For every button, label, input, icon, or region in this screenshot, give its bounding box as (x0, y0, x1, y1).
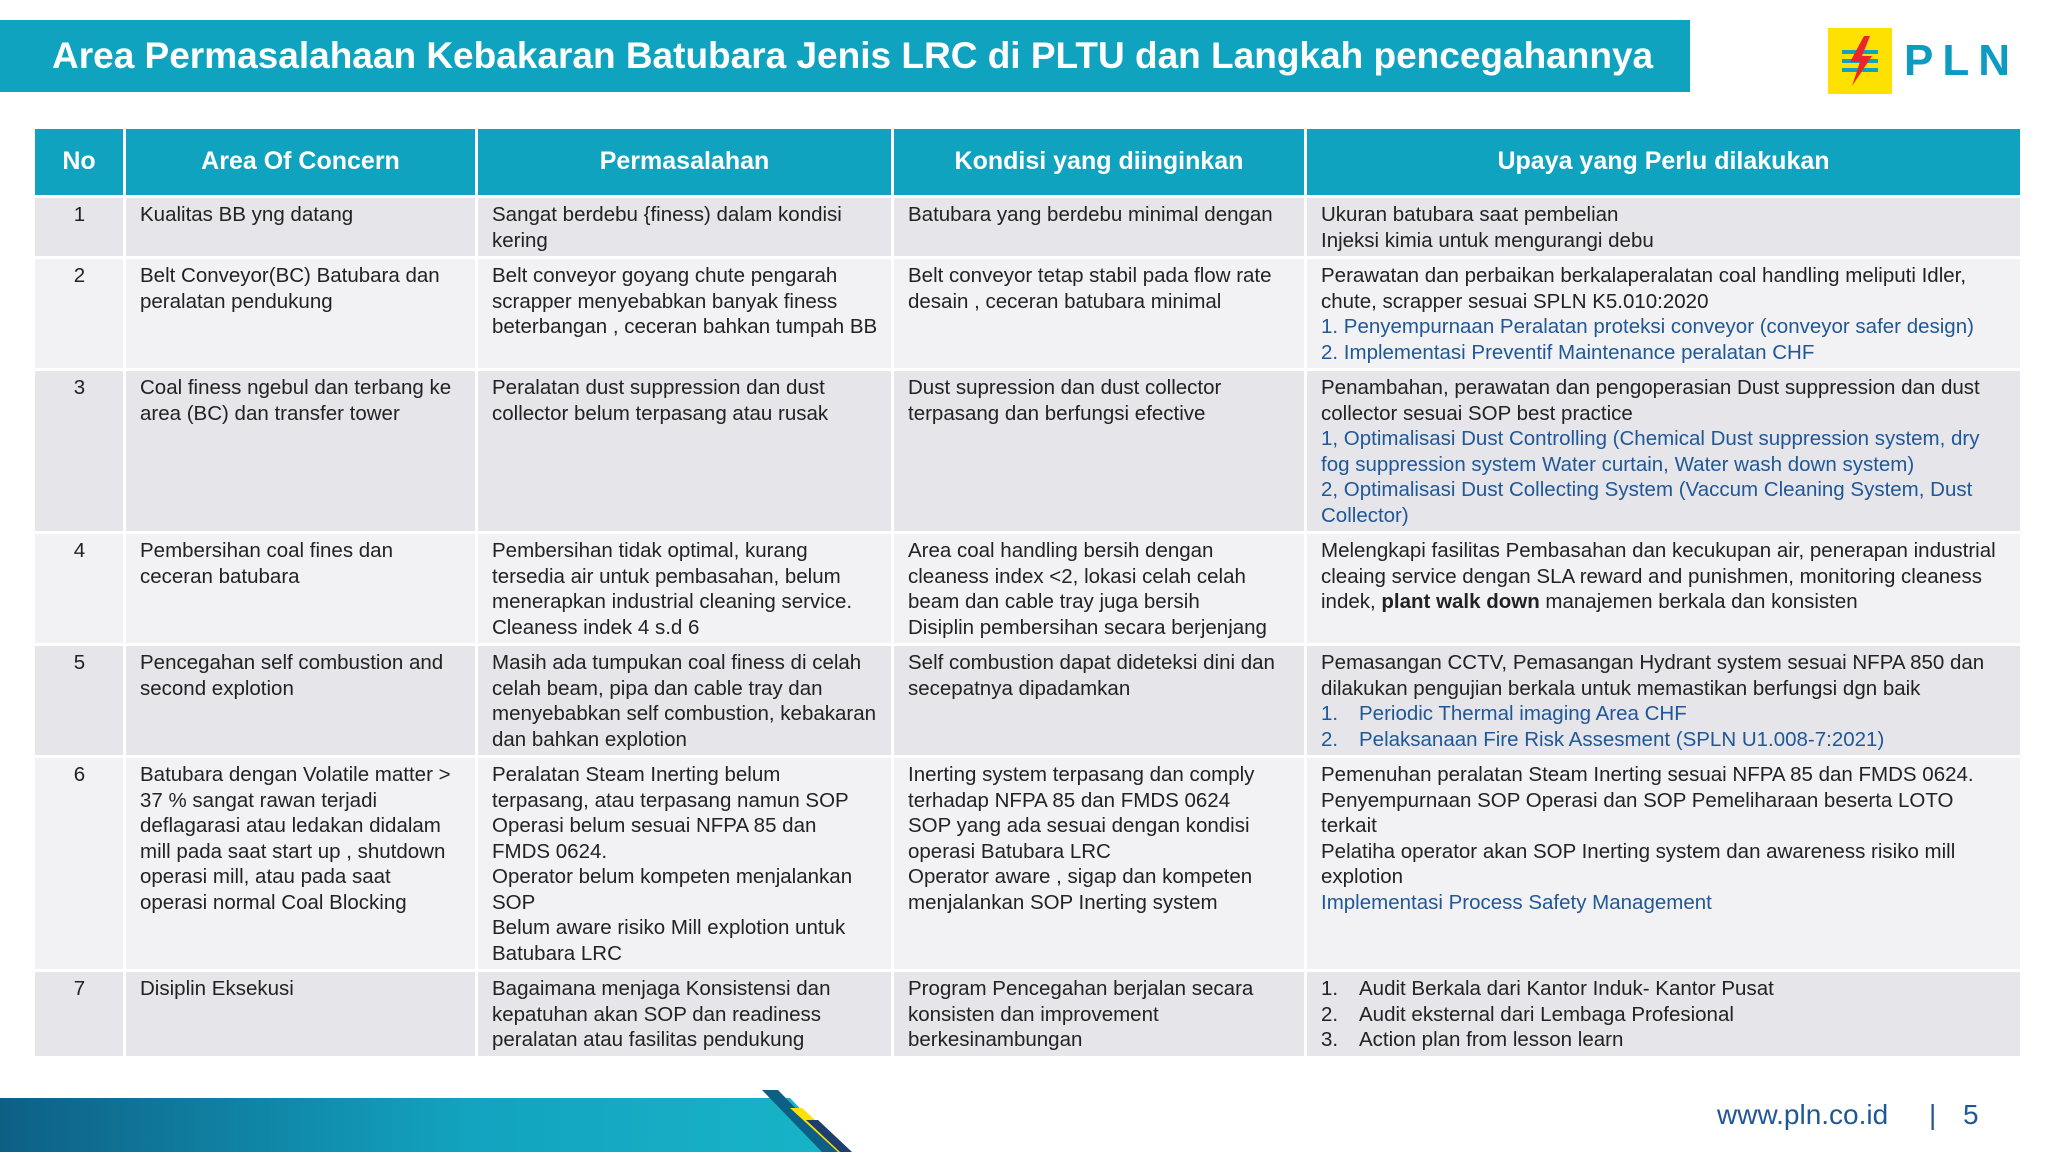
cell-no: 6 (35, 758, 123, 972)
page-number: 5 (1963, 1099, 1979, 1130)
item-text: Audit eksternal dari Lembaga Profesional (1359, 1002, 1734, 1026)
cell-no: 2 (35, 259, 123, 371)
table-row (35, 534, 2020, 646)
cell-no: 3 (35, 371, 123, 534)
cell-upaya (1307, 198, 2020, 259)
cell-kondisi (894, 534, 1304, 646)
text-line: Program Pencegahan berjalan secara konsisten dan improvement berkesinambungan (908, 977, 1254, 1051)
cell-permasalahan (478, 371, 891, 534)
cell-no: 7 (35, 972, 123, 1059)
text-line: Injeksi kimia untuk mengurangi debu (1321, 228, 1654, 252)
text-line: SOP yang ada sesuai dengan kondisi operasi Batubara LRC (908, 814, 1250, 863)
text-line: Disiplin pembersihan secara berjenjang (908, 615, 1267, 639)
cell-permasalahan (478, 758, 891, 972)
cell-area: Belt Conveyor(BC) Batubara dan peralatan pendukung (126, 259, 475, 371)
cell-area: Disiplin Eksekusi (126, 972, 475, 1059)
numbered-item (1321, 976, 2007, 1002)
table-row (35, 259, 2020, 371)
text-segment: manajemen berkala dan konsisten (1539, 590, 1858, 613)
text-line: Penambahan, perawatan dan pengoperasian Dust suppression dan dust collector sesuai SOP best practice (1321, 376, 1980, 425)
cell-no: 4 (35, 534, 123, 646)
highlight-line: 2. Implementasi Preventif Maintenance peralatan CHF (1321, 340, 1815, 364)
footer-decoration (0, 1090, 870, 1152)
text-line: Sangat berdebu {finess) dalam kondisi kering (492, 203, 842, 252)
cell-upaya (1307, 371, 2020, 534)
concern-table (32, 129, 2023, 1059)
cell-kondisi (894, 646, 1304, 758)
text-line: Penyempurnaan SOP Operasi dan SOP Pemeliharaan beserta LOTO terkait (1321, 788, 1954, 837)
cell-permasalahan (478, 972, 891, 1059)
item-text: Periodic Thermal imaging Area CHF (1359, 702, 1687, 725)
table-row (35, 972, 2020, 1059)
cell-kondisi (894, 972, 1304, 1059)
item-text: Audit Berkala dari Kantor Induk- Kantor Pusat (1359, 977, 1774, 1000)
pln-logo (1828, 28, 2019, 94)
cell-area: Batubara dengan Volatile matter > 37 % sangat rawan terjadi deflagarasi atau ledakan didalam mill pada saat start up , shutdown operasi mill, atau pada saat operasi normal Coal Blocking (126, 758, 475, 972)
text-line: Area coal handling bersih dengan cleaness index <2, lokasi celah celah beam dan cable tray juga bersih (908, 539, 1246, 613)
table-row (35, 646, 2020, 758)
cell-area: Kualitas BB yng datang (126, 198, 475, 259)
text-line: Cleaness indek 4 s.d 6 (492, 615, 700, 639)
item-number: 1. (1321, 702, 1339, 725)
footer-separator: | (1929, 1099, 1937, 1130)
cell-upaya (1307, 259, 2020, 371)
item-number: 3. (1321, 1028, 1339, 1051)
pln-logo-text: PLN (1904, 36, 2019, 85)
cell-area: Pencegahan self combustion and second explotion (126, 646, 475, 758)
numbered-item (1321, 727, 2007, 753)
item-text: Pelaksanaan Fire Risk Assesment (SPLN U1.008-7:2021) (1359, 727, 1885, 751)
slide-title: Area Permasalahaan Kebakaran Batubara Jenis LRC di PLTU dan Langkah pencegahannya (52, 35, 1654, 76)
cell-upaya (1307, 534, 2020, 646)
cell-permasalahan (478, 646, 891, 758)
table-row (35, 758, 2020, 972)
text-line: Self combustion dapat dideteksi dini dan secepatnya dipadamkan (908, 651, 1275, 700)
cell-kondisi (894, 259, 1304, 371)
text-line: Pemenuhan peralatan Steam Inerting sesuai NFPA 85 dan FMDS 0624. (1321, 763, 1974, 786)
cell-upaya (1307, 758, 2020, 972)
header-no: No (35, 129, 123, 198)
text-line: Pembersihan tidak optimal, kurang tersedia air untuk pembasahan, belum menerapkan industrial cleaning service. (492, 539, 853, 613)
pln-lightning-icon (1828, 28, 1892, 94)
text-line: Batubara yang berdebu minimal dengan (908, 203, 1273, 226)
item-text: Action plan from lesson learn (1359, 1028, 1624, 1051)
text-line: Bagaimana menjaga Konsistensi dan kepatuhan akan SOP dan readiness peralatan atau fasilitas pendukung (492, 977, 831, 1051)
item-number: 2. (1321, 1002, 1339, 1026)
cell-no: 5 (35, 646, 123, 758)
text-line: Pelatiha operator akan SOP Inerting system dan awareness risiko mill explotion (1321, 839, 1956, 888)
cell-area: Pembersihan coal fines dan ceceran batubara (126, 534, 475, 646)
highlight-line: 1, Optimalisasi Dust Controlling (Chemical Dust suppression system, dry fog suppression system Water curtain, Water wash down system) (1321, 427, 1980, 476)
title-bar (0, 20, 1690, 92)
numbered-item (1321, 701, 2007, 727)
item-number: 2. (1321, 727, 1339, 751)
text-line: Belt conveyor goyang chute pengarah scrapper menyebabkan banyak finess beterbangan , ceceran bahkan tumpah BB (492, 264, 878, 338)
cell-upaya (1307, 972, 2020, 1059)
item-number: 1. (1321, 977, 1339, 1000)
cell-permasalahan (478, 259, 891, 371)
cell-kondisi (894, 758, 1304, 972)
header-kondisi: Kondisi yang diinginkan (894, 129, 1304, 198)
text-line: Masih ada tumpukan coal finess di celah celah beam, pipa dan cable tray dan menyebabkan self combustion, kebakaran dan bahkan explotion (492, 651, 877, 751)
table-row (35, 198, 2020, 259)
text-line: Belum aware risiko Mill explotion untuk Batubara LRC (492, 916, 846, 965)
text-line: Peralatan Steam Inerting belum terpasang, atau terpasang namun SOP Operasi belum sesuai NFPA 85 dan FMDS 0624. (492, 763, 849, 863)
text-line: Perawatan dan perbaikan berkalaperalatan coal handling meliputi Idler, chute, scrapper sesuai SPLN K5.010:2020 (1321, 264, 1967, 313)
text-line: Dust supression dan dust collector terpasang dan berfungsi efective (908, 376, 1222, 425)
header-permasalahan: Permasalahan (478, 129, 891, 198)
numbered-item (1321, 1027, 2007, 1053)
table-row (35, 371, 2020, 534)
text-line: Peralatan dust suppression dan dust collector belum terpasang atau rusak (492, 376, 829, 425)
text-line: Inerting system terpasang dan comply terhadap NFPA 85 dan FMDS 0624 (908, 763, 1255, 812)
text-line: Operator belum kompeten menjalankan SOP (492, 865, 853, 914)
cell-permasalahan (478, 534, 891, 646)
numbered-item (1321, 1002, 2007, 1028)
footer-url: www.pln.co.id (1717, 1099, 1889, 1130)
cell-permasalahan (478, 198, 891, 259)
text-segment: Melengkapi fasilitas Pembasahan dan kecukupan air, penerapan industrial cleaing service dengan SLA reward and punishmen, monitoring cleaness indek, (1321, 539, 1996, 613)
header-upaya: Upaya yang Perlu dilakukan (1307, 129, 2020, 198)
table-header-row (35, 129, 2020, 198)
cell-area: Coal finess ngebul dan terbang ke area (BC) dan transfer tower (126, 371, 475, 534)
highlight-line: 2, Optimalisasi Dust Collecting System (Vaccum Cleaning System, Dust Collector) (1321, 478, 1973, 527)
highlight-line: 1. Penyempurnaan Peralatan proteksi conveyor (conveyor safer design) (1321, 315, 1974, 338)
cell-no: 1 (35, 198, 123, 259)
cell-kondisi (894, 371, 1304, 534)
highlight-line: Implementasi Process Safety Management (1321, 890, 1712, 914)
text-line: Operator aware , sigap dan kompeten menjalankan SOP Inerting system (908, 865, 1253, 914)
text-line: Ukuran batubara saat pembelian (1321, 203, 1619, 226)
header-area: Area Of Concern (126, 129, 475, 198)
cell-kondisi (894, 198, 1304, 259)
text-line: Pemasangan CCTV, Pemasangan Hydrant system sesuai NFPA 850 dan dilakukan pengujian berkala untuk memastikan berfungsi dgn baik (1321, 651, 1985, 700)
bold-segment: plant walk down (1381, 590, 1540, 613)
cell-upaya (1307, 646, 2020, 758)
text-line: Belt conveyor tetap stabil pada flow rate desain , ceceran batubara minimal (908, 264, 1272, 313)
